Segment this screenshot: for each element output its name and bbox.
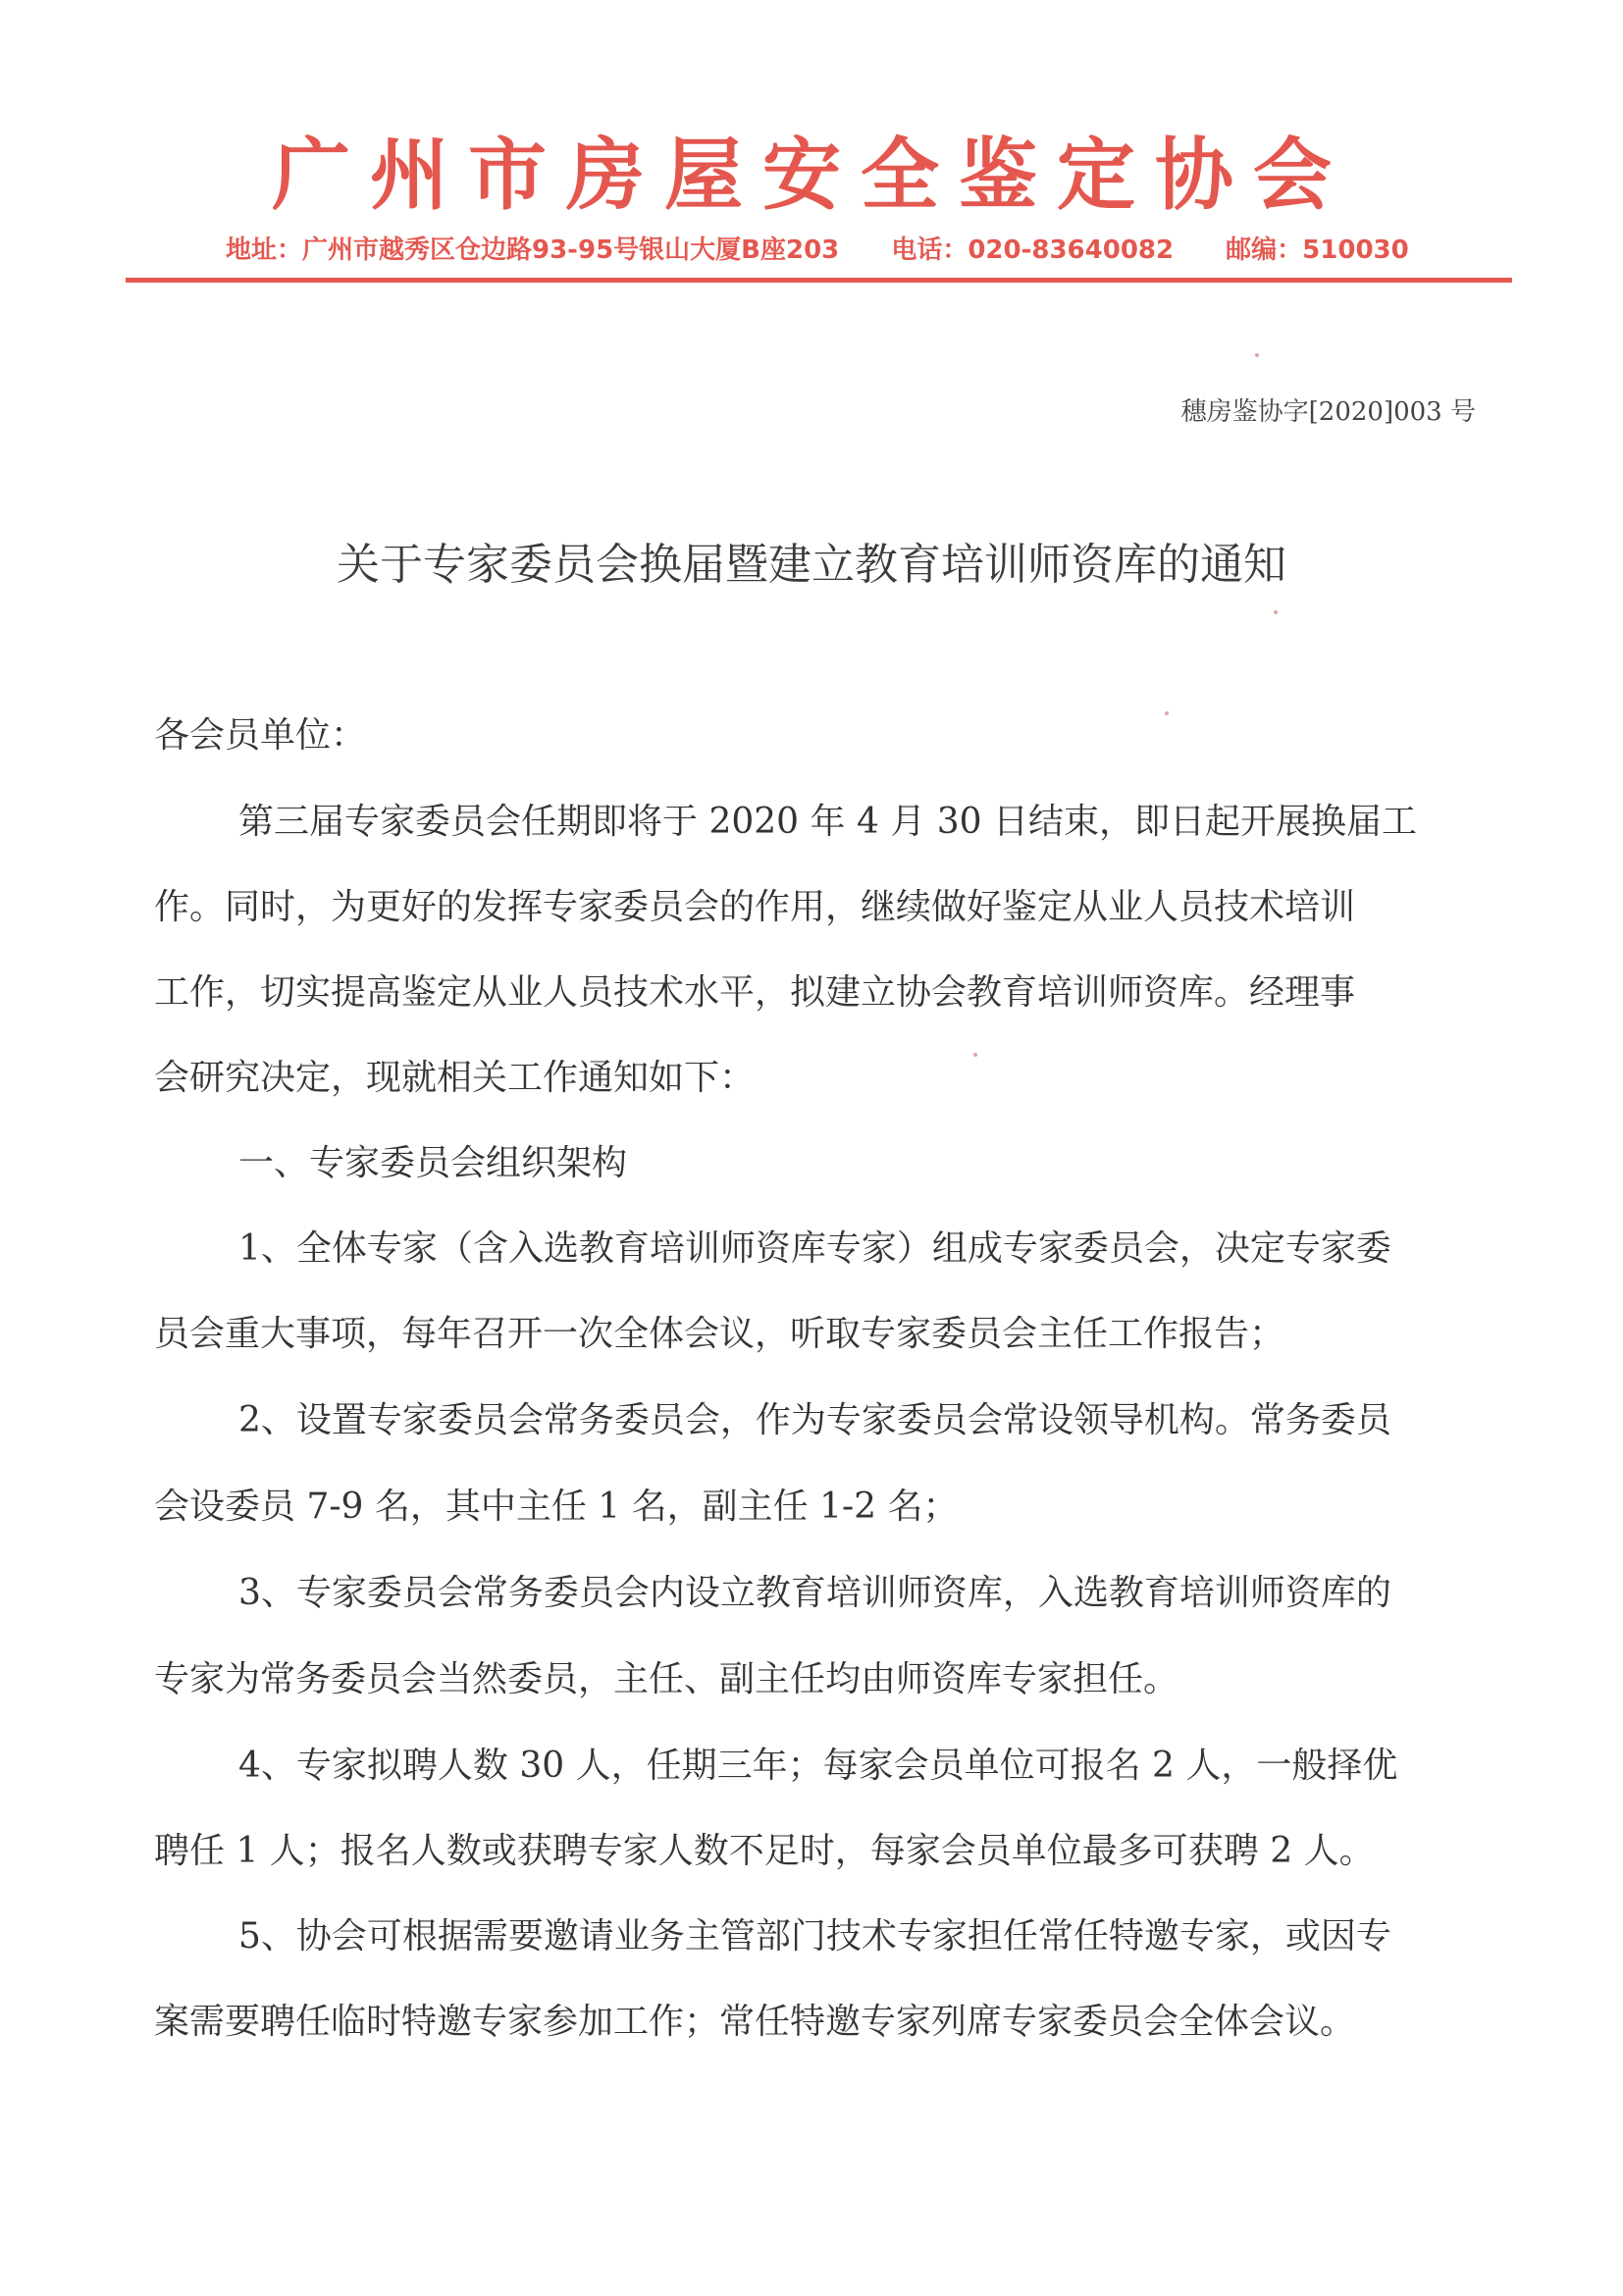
- body-line: 第三届专家委员会任期即将于 2020 年 4 月 30 日结束，即日起开展换届工: [238, 802, 1417, 842]
- body-line: 3、专家委员会常务委员会内设立教育培训师资库，入选教育培训师资库的: [238, 1573, 1391, 1613]
- scan-speck: [1255, 353, 1259, 357]
- scan-speck: [1274, 610, 1278, 614]
- body-line: 作。同时，为更好的发挥专家委员会的作用，继续做好鉴定从业人员技术培训: [154, 887, 1356, 927]
- body-line: 聘任 1 人；报名人数或获聘专家人数不足时，每家会员单位最多可获聘 2 人。: [154, 1831, 1375, 1871]
- body-line: 4、专家拟聘人数 30 人，任期三年；每家会员单位可报名 2 人，一般择优: [238, 1746, 1398, 1786]
- document-number: 穗房鉴协字[2020]003 号: [1180, 397, 1476, 427]
- letterhead-organization-name: 广州市房屋安全鉴定协会: [272, 129, 1351, 221]
- body-line: 会研究决定，现就相关工作通知如下：: [154, 1058, 756, 1098]
- letterhead-divider: [126, 278, 1512, 283]
- salutation: 各会员单位：: [154, 715, 367, 756]
- letterhead-address: 地址：广州市越秀区仓边路93-95号银山大厦B座203: [226, 235, 840, 265]
- scan-speck: [1165, 711, 1169, 715]
- letterhead-contact-line: [226, 233, 1409, 268]
- letterhead-postcode: 邮编：510030: [1226, 235, 1409, 265]
- letterhead-phone: 电话：020-83640082: [891, 235, 1175, 265]
- body-line: 员会重大事项，每年召开一次全体会议，听取专家委员会主任工作报告；: [154, 1314, 1285, 1354]
- body-line: 案需要聘任临时特邀专家参加工作；常任特邀专家列席专家委员会全体会议。: [154, 2002, 1356, 2042]
- section-heading: 一、专家委员会组织架构: [238, 1143, 628, 1183]
- body-line: 专家为常务委员会当然委员，主任、副主任均由师资库专家担任。: [154, 1659, 1179, 1699]
- body-line: 2、设置专家委员会常务委员会，作为专家委员会常设领导机构。常务委员: [238, 1400, 1391, 1440]
- document-title: 关于专家委员会换届暨建立教育培训师资库的通知: [337, 540, 1286, 590]
- scan-speck: [973, 1053, 977, 1057]
- body-line: 1、全体专家（含入选教育培训师资库专家）组成专家委员会，决定专家委: [238, 1228, 1391, 1269]
- body-line: 会设委员 7-9 名，其中主任 1 名，副主任 1-2 名；: [154, 1487, 959, 1527]
- body-line: 5、协会可根据需要邀请业务主管部门技术专家担任常任特邀专家，或因专: [238, 1916, 1391, 1957]
- body-line: 工作，切实提高鉴定从业人员技术水平，拟建立协会教育培训师资库。经理事: [154, 972, 1356, 1013]
